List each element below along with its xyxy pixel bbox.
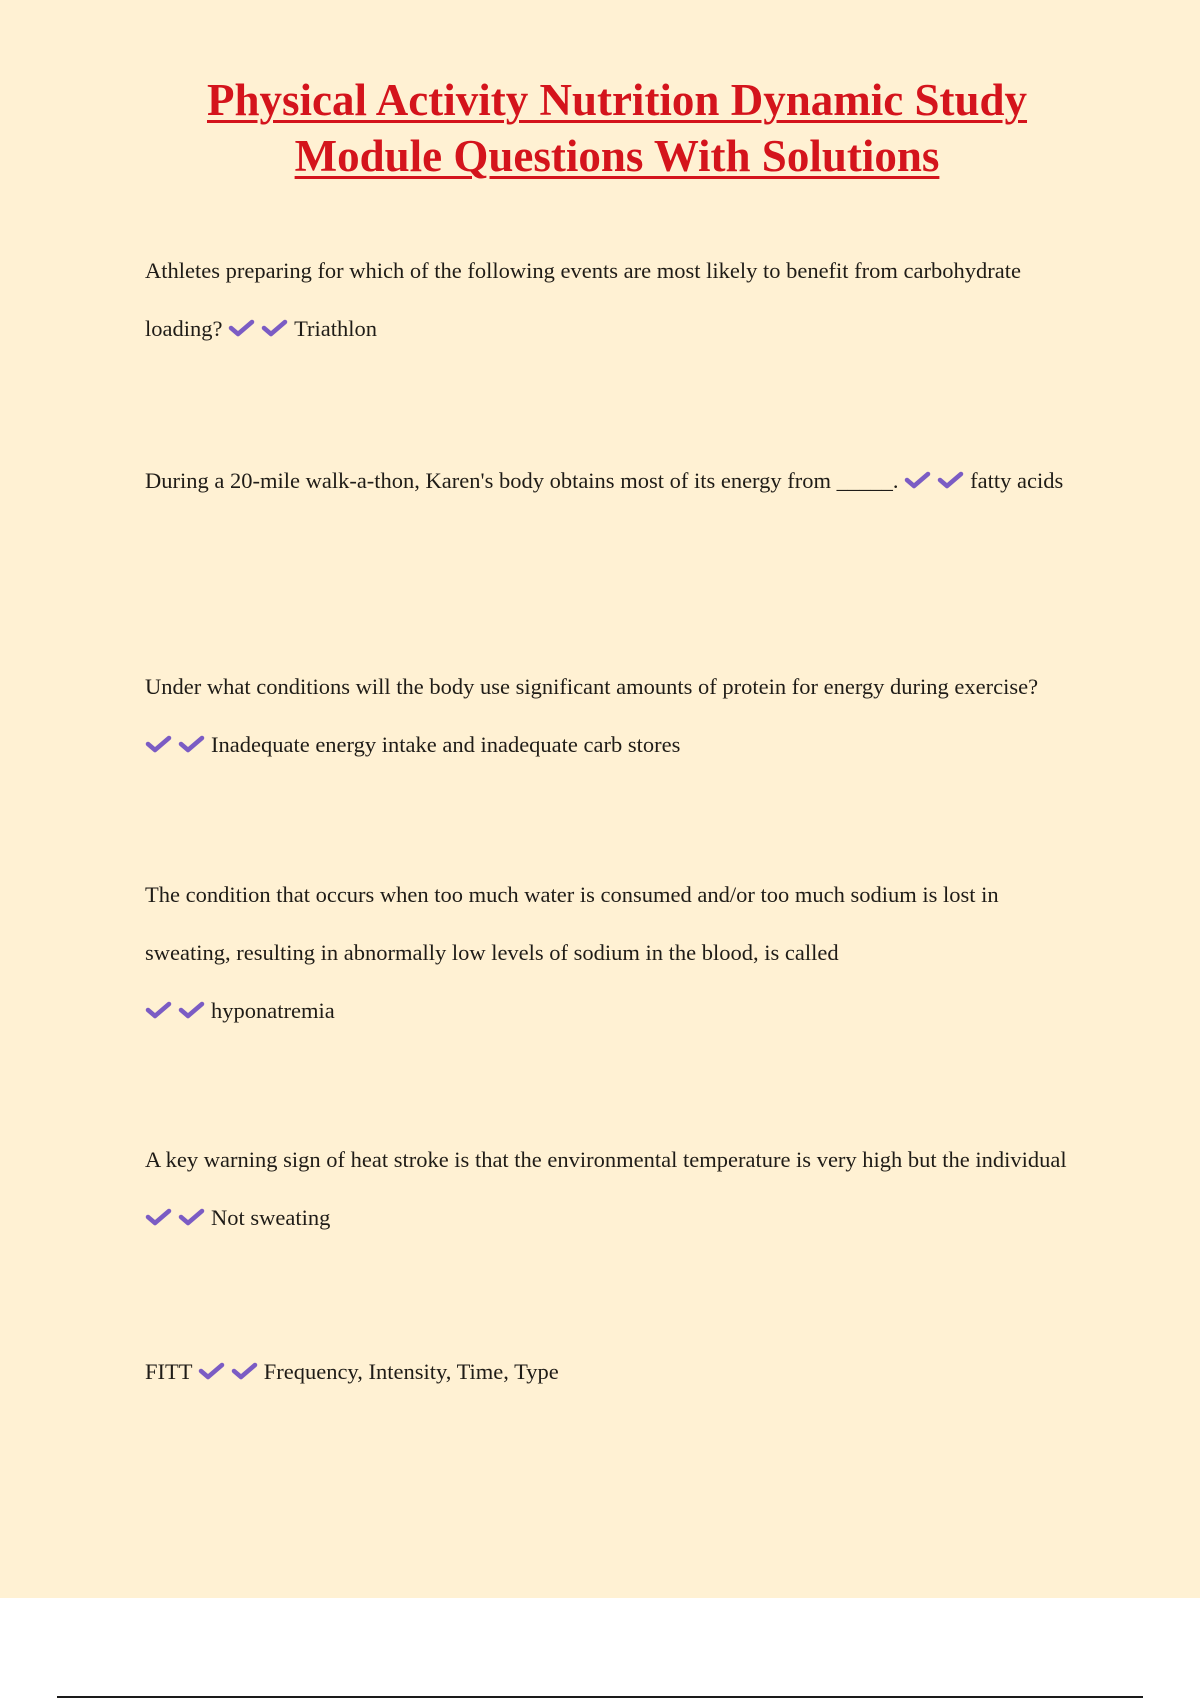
check-icon <box>178 734 205 754</box>
answer-text: Inadequate energy intake and inadequate carb stores <box>211 732 681 757</box>
title-line-1: Physical Activity Nutrition Dynamic Study <box>206 75 1028 125</box>
qa-item-6 <box>145 1343 1095 1401</box>
question-text: A key warning sign of heat stroke is that the environmental temperature is very high but the individual <box>145 1147 1067 1172</box>
check-icon <box>228 318 255 338</box>
question-text: During a 20-mile walk-a-thon, Karen's body obtains most of its energy from _____. <box>145 468 899 493</box>
question-text: Athletes preparing for which of the following events are most likely to benefit from carbohydrate loading? <box>145 258 1021 341</box>
check-icon <box>198 1361 225 1381</box>
answer-text: hyponatremia <box>211 998 335 1023</box>
qa-item-4 <box>145 866 1065 1040</box>
footer-divider <box>57 1696 1143 1698</box>
qa-item-1 <box>145 242 1095 358</box>
check-icon <box>145 734 172 754</box>
question-text: FITT <box>145 1359 193 1384</box>
answer-text: Frequency, Intensity, Time, Type <box>263 1359 559 1384</box>
answer-checkmarks <box>145 998 211 1023</box>
answer-text: fatty acids <box>970 468 1064 493</box>
answer-checkmarks <box>145 732 211 757</box>
check-icon <box>145 1207 172 1227</box>
answer-checkmarks <box>228 316 294 341</box>
answer-text: Not sweating <box>211 1205 331 1230</box>
answer-checkmarks <box>904 468 970 493</box>
check-icon <box>178 1207 205 1227</box>
page-title <box>0 72 1200 184</box>
check-icon <box>261 318 288 338</box>
check-icon <box>231 1361 258 1381</box>
qa-item-2 <box>145 452 1095 510</box>
qa-item-5 <box>145 1131 1095 1247</box>
question-text: The condition that occurs when too much water is consumed and/or too much sodium is lost in sweating, resulting in abnormally low levels of sodium in the blood, is called <box>145 882 999 965</box>
qa-item-3 <box>145 658 1095 774</box>
answer-text: Triathlon <box>294 316 378 341</box>
title-line-2: Module Questions With Solutions <box>294 131 940 181</box>
answer-checkmarks <box>198 1359 264 1384</box>
check-icon <box>178 1000 205 1020</box>
answer-checkmarks <box>145 1205 211 1230</box>
check-icon <box>904 470 931 490</box>
check-icon <box>937 470 964 490</box>
check-icon <box>145 1000 172 1020</box>
question-text: Under what conditions will the body use significant amounts of protein for energy during exercise? <box>145 674 1039 699</box>
